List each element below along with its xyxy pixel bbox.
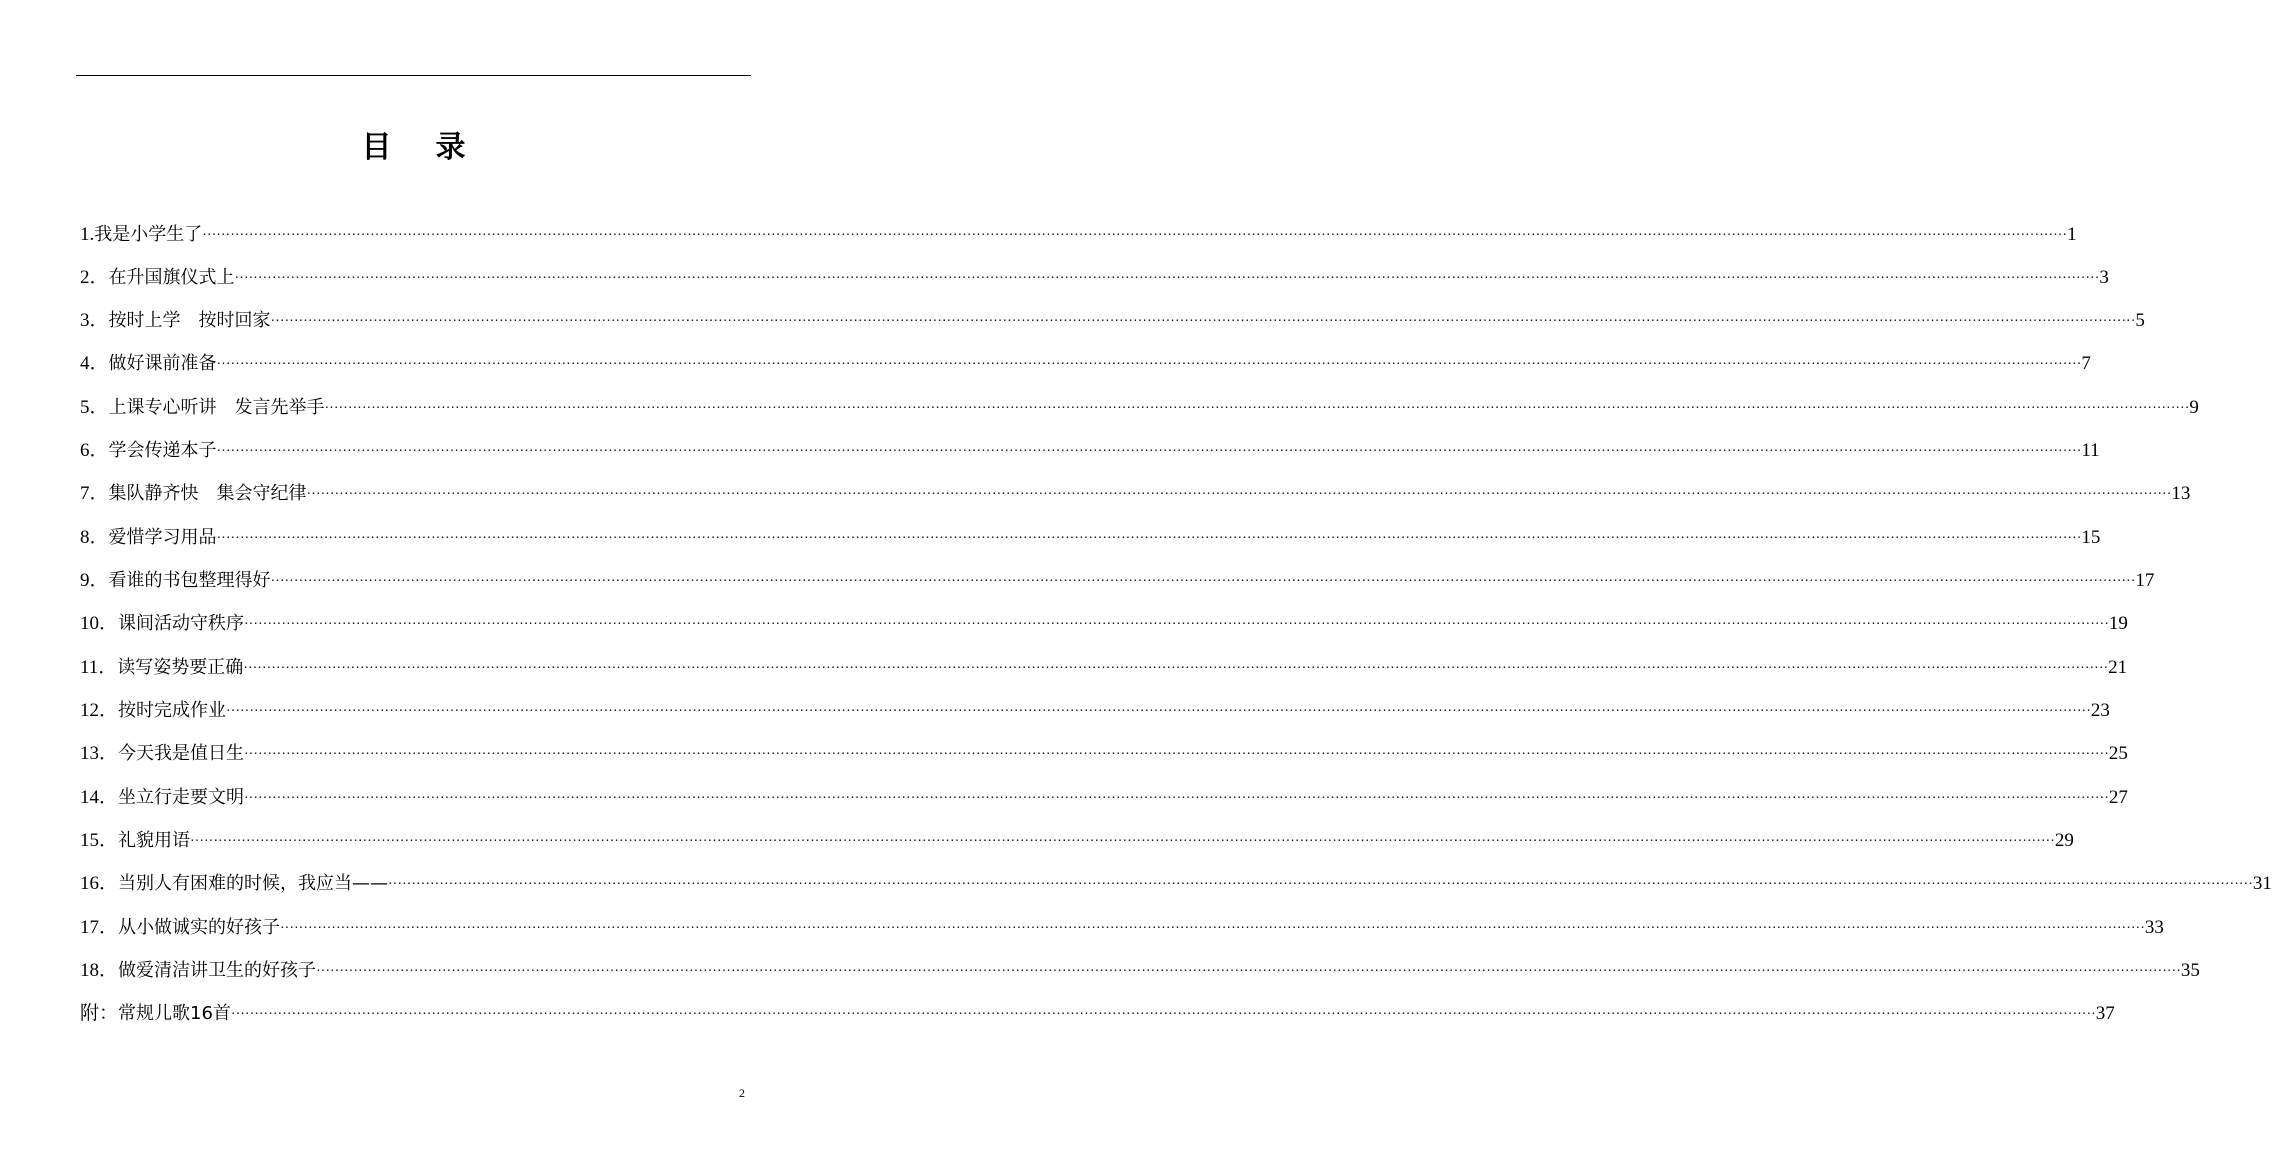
toc-entry-title: 常规儿歌16首 — [118, 1003, 231, 1024]
toc-entry[interactable] — [80, 953, 2200, 983]
toc-entry-title: 今天我是值日生 — [118, 743, 245, 764]
toc-entry-title: 做爱清洁讲卫生的好孩子 — [118, 960, 317, 981]
toc-entry-page: 9 — [2189, 397, 2199, 418]
toc-entry[interactable] — [80, 823, 2074, 853]
title-char-2: 录 — [435, 130, 466, 165]
toc-entry-page: 25 — [2108, 743, 2128, 764]
toc-entry[interactable] — [80, 346, 2091, 376]
toc-leader-dots: ················································································································································································································································································································································································································ — [230, 1007, 2096, 1022]
toc-entry-page: 17 — [2135, 570, 2155, 591]
footer-page-number: 2 — [739, 1086, 745, 1100]
toc-entry-title: 我是小学生了 — [94, 224, 203, 245]
toc-entry-number: 16． — [80, 873, 119, 894]
toc-entry-number: 6． — [80, 440, 109, 461]
toc-entry-title: 看谁的书包整理得好 — [108, 570, 271, 591]
toc-entry-title: 做好课前准备 — [108, 353, 217, 374]
toc-entry[interactable] — [80, 520, 2101, 550]
toc-entry-title: 按时完成作业 — [118, 700, 227, 721]
toc-entry[interactable] — [80, 563, 2155, 593]
toc-entry-page: 37 — [2095, 1003, 2115, 1024]
toc-leader-dots: ················································································································································································································································································································································································································ — [280, 921, 2145, 936]
toc-entry-title: 按时上学 按时回家 — [108, 310, 271, 331]
toc-entry-title: 读写姿势要正确 — [117, 657, 244, 678]
toc-entry-page: 27 — [2108, 787, 2128, 808]
toc-entry[interactable] — [80, 390, 2199, 420]
toc-leader-dots: ················································································································································································································································································································································································································ — [226, 704, 2091, 719]
toc-entry-page: 11 — [2081, 440, 2100, 461]
toc-entry-page: 33 — [2144, 917, 2164, 938]
toc-entry-title: 学会传递本子 — [108, 440, 217, 461]
toc-entry-page: 7 — [2081, 353, 2091, 374]
toc-entry[interactable] — [80, 693, 2110, 723]
toc-entry-number: 12． — [80, 700, 119, 721]
toc-entry-title: 当别人有困难的时候，我应当—— — [118, 873, 389, 894]
header-rule — [76, 75, 751, 76]
toc-leader-dots: ················································································································································································································································································································································································································ — [270, 574, 2136, 589]
toc-leader-dots: ················································································································································································································································································································································································································ — [306, 487, 2172, 502]
toc-leader-dots: ················································································································································································································································································································································································································ — [244, 747, 2109, 762]
toc-leader-dots: ················································································································································································································································································································································································································ — [244, 617, 2109, 632]
toc-leader-dots: ················································································································································································································································································································································································································ — [202, 228, 2068, 243]
toc-entry[interactable] — [80, 910, 2164, 940]
toc-entry-title: 坐立行走要文明 — [118, 787, 245, 808]
toc-entry-page: 1 — [2067, 224, 2077, 245]
toc-entry-number: 9． — [80, 570, 109, 591]
toc-entry-number: 3． — [80, 310, 109, 331]
toc-entry-number: 10． — [80, 613, 119, 634]
toc-entry-number: 14． — [80, 787, 119, 808]
toc-entry-page: 23 — [2090, 700, 2110, 721]
toc-entry-title: 在升国旗仪式上 — [108, 267, 235, 288]
toc-entry[interactable] — [80, 780, 2128, 810]
toc-entry[interactable] — [80, 433, 2100, 463]
toc-entry[interactable] — [80, 650, 2128, 680]
toc-entry-number: 11． — [80, 657, 118, 678]
toc-leader-dots: ················································································································································································································································································································································································································ — [270, 314, 2136, 329]
toc-entry-number: 15． — [80, 830, 119, 851]
toc-leader-dots: ················································································································································································································································································································································································································ — [388, 877, 2253, 892]
toc-entry[interactable] — [80, 866, 2272, 896]
toc-entry-title: 集队静齐快 集会守纪律 — [108, 483, 307, 504]
toc-entry-page: 31 — [2252, 873, 2272, 894]
toc-entry-title: 上课专心听讲 发言先举手 — [108, 397, 325, 418]
toc-entry-number: 13． — [80, 743, 119, 764]
toc-entry-number: 5． — [80, 397, 109, 418]
toc-entry[interactable] — [80, 476, 2191, 506]
toc-entry[interactable] — [80, 996, 2115, 1026]
toc-entry-number: 4． — [80, 353, 109, 374]
toc-entry[interactable] — [80, 260, 2109, 290]
toc-entry-number: 8． — [80, 527, 109, 548]
toc-leader-dots: ················································································································································································································································································································································································································ — [243, 661, 2109, 676]
toc-entry-number: 7． — [80, 483, 109, 504]
toc-entry-title: 从小做诚实的好孩子 — [118, 917, 281, 938]
toc-entry[interactable] — [80, 736, 2128, 766]
toc-leader-dots: ················································································································································································································································································································································································································ — [216, 444, 2082, 459]
toc-entry-number: 17． — [80, 917, 119, 938]
toc-entry-number: 附： — [80, 1003, 119, 1024]
toc-entry-page: 29 — [2054, 830, 2074, 851]
toc-leader-dots: ················································································································································································································································································································································································································ — [190, 834, 2055, 849]
toc-leader-dots: ················································································································································································································································································································································································································ — [324, 401, 2190, 416]
toc-entry-page: 19 — [2108, 613, 2128, 634]
toc-entry[interactable] — [80, 606, 2128, 636]
toc-entry[interactable] — [80, 217, 2077, 247]
toc-entry-title: 爱惜学习用品 — [108, 527, 217, 548]
toc-entry-page: 13 — [2171, 483, 2191, 504]
toc-leader-dots: ················································································································································································································································································································································································································ — [216, 357, 2082, 372]
toc-leader-dots: ················································································································································································································································································································································································································ — [216, 531, 2082, 546]
toc-entry-title: 礼貌用语 — [118, 830, 191, 851]
toc-entry-title: 课间活动守秩序 — [118, 613, 245, 634]
toc-entry-page: 35 — [2180, 960, 2200, 981]
toc-leader-dots: ················································································································································································································································································································································································································ — [244, 791, 2109, 806]
toc-leader-dots: ················································································································································································································································································································································································································ — [316, 964, 2181, 979]
toc-entry-page: 3 — [2099, 267, 2109, 288]
toc-entry-page: 15 — [2081, 527, 2101, 548]
toc-entry-number: 18． — [80, 960, 119, 981]
toc-entry-page: 5 — [2135, 310, 2145, 331]
title-char-1: 目 — [361, 130, 392, 165]
toc-entry-number: 2． — [80, 267, 109, 288]
toc-entry-number: 1. — [80, 224, 95, 245]
toc-entry-page: 21 — [2108, 657, 2128, 678]
toc-leader-dots: ················································································································································································································································································································································································································ — [234, 271, 2100, 286]
toc-entry[interactable] — [80, 303, 2145, 333]
page-title — [0, 122, 827, 166]
